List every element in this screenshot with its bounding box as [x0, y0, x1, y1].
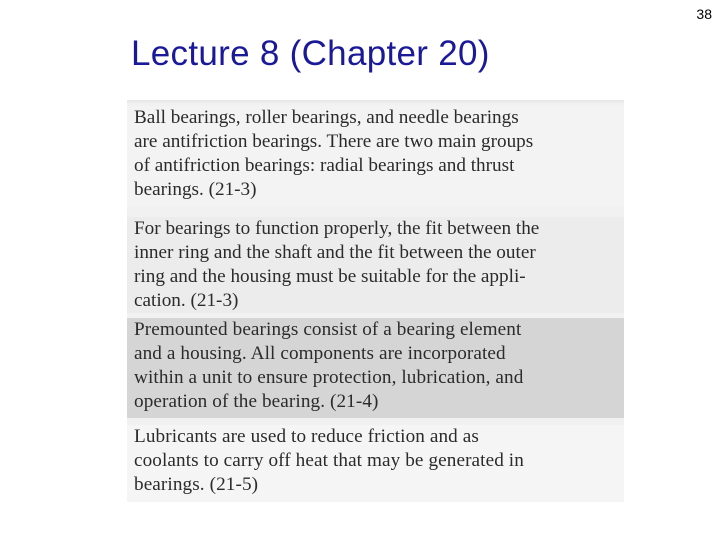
text-line: bearings. (21-3)	[134, 179, 257, 200]
text-line: are antifriction bearings. There are two main groups	[134, 131, 534, 152]
paragraph-lubricants	[127, 425, 624, 502]
paragraph-premounted-bearings	[127, 318, 624, 418]
text-line: bearings. (21-5)	[134, 474, 259, 495]
scan-edge	[127, 100, 624, 104]
paragraph-bearing-fit	[127, 217, 624, 313]
text-line: Lubricants are used to reduce friction and as	[134, 426, 479, 447]
slide-title: Lecture 8 (Chapter 20)	[131, 34, 490, 73]
text-line: within a unit to ensure protection, lubrication, and	[134, 367, 524, 388]
text-line: coolants to carry off heat that may be generated in	[134, 450, 524, 471]
slide-number: 38	[696, 6, 712, 22]
paragraph-antifriction-bearings	[127, 106, 624, 206]
text-line: Ball bearings, roller bearings, and needle bearings	[134, 107, 519, 128]
scanned-text-image	[127, 100, 624, 502]
text-line: For bearings to function properly, the fit between the	[134, 218, 540, 239]
text-line: Premounted bearings consist of a bearing element	[134, 319, 522, 340]
text-line: of antifriction bearings: radial bearings and thrust	[134, 155, 515, 176]
text-line: and a housing. All components are incorporated	[134, 343, 506, 364]
text-line: cation. (21-3)	[134, 290, 239, 311]
text-line: inner ring and the shaft and the fit between the outer	[134, 242, 536, 263]
text-line: ring and the housing must be suitable for the appli-	[134, 266, 526, 287]
text-line: operation of the bearing. (21-4)	[134, 391, 379, 412]
